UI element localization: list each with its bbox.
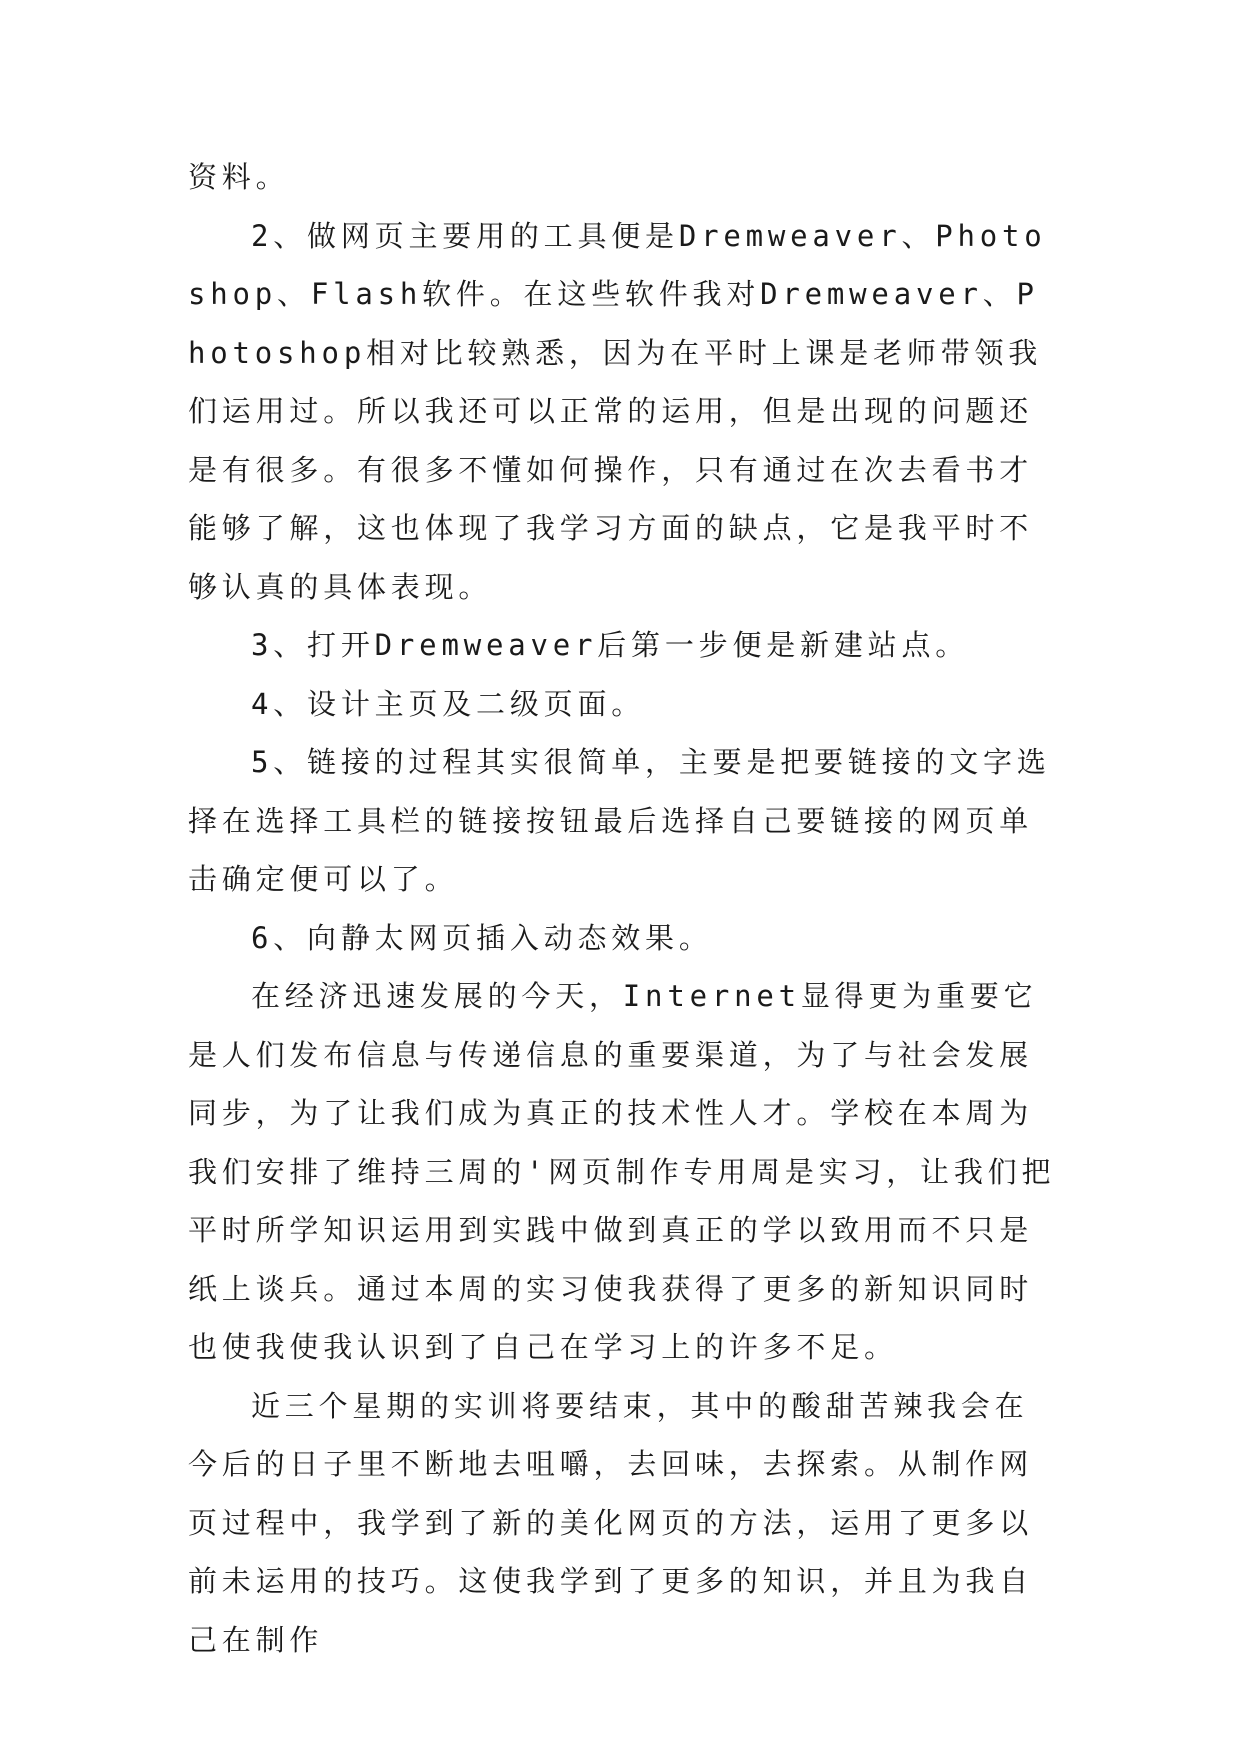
paragraph-step-2-tools: 2、做网页主要用的工具便是Dremweaver、Photoshop、Flash软件。在这些软件我对Dremweaver、Photoshop相对比较熟悉，因为在平时上课是老师带领我们运用过。所以我还可以正常的运用，但是出现的问题还是有很多。有很多不懂如何操作，只有通过在次去看书才能够了解，这也体现了我学习方面的缺点，它是我平时不够认真的具体表现。 bbox=[188, 218, 1047, 604]
paragraph-continuation: 资料。 bbox=[188, 160, 290, 194]
paragraph-step-6-dynamic-effects: 6、向静太网页插入动态效果。 bbox=[251, 920, 713, 955]
paragraph-step-4-design-pages: 4、设计主页及二级页面。 bbox=[251, 686, 646, 721]
paragraph-internet-importance: 在经济迅速发展的今天，Internet显得更为重要它是人们发布信息与传递信息的重要渠道，为了与社会发展同步，为了让我们成为真正的技术性人才。学校在本周为我们安排了维持三周的'网页制作专用周是实习，让我们把平时所学知识运用到实践中做到真正的学以致用而不只是纸上谈兵。通过本周的实习使我获得了更多的新知识同时也使我使我认识到了自己在学习上的许多不足。 bbox=[188, 979, 1056, 1364]
paragraph-training-summary: 近三个星期的实训将要结束，其中的酸甜苦辣我会在今后的日子里不断地去咀嚼，去回味，去探索。从制作网页过程中，我学到了新的美化网页的方法，运用了更多以前未运用的技巧。这使我学到了更多的知识，并且为我自己在制作 bbox=[188, 1388, 1034, 1657]
paragraph-step-3-new-site: 3、打开Dremweaver后第一步便是新建站点。 bbox=[251, 628, 970, 662]
document-body bbox=[188, 148, 1058, 1669]
paragraph-step-5-links: 5、链接的过程其实很简单，主要是把要链接的文字选择在选择工具栏的链接按钮最后选择自己要链接的网页单击确定便可以了。 bbox=[188, 745, 1051, 896]
